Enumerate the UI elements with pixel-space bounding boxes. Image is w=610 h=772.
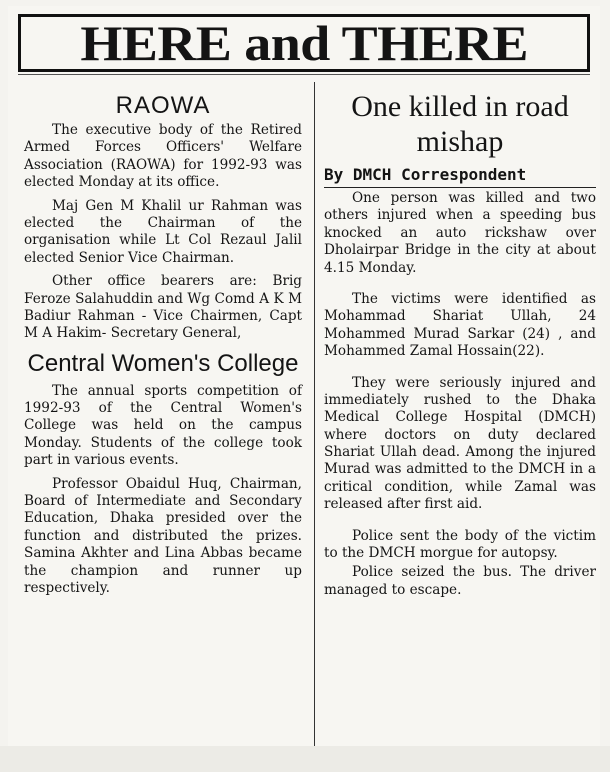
- raowa-paragraph-3: Other office bearers are: Brig Feroze Salahuddin and Wg Comd A K M Badiur Rahman - Vice Chairmen, Capt M A Hakim- Secretary General,: [24, 273, 302, 342]
- masthead-title: HERE and THERE: [80, 15, 528, 71]
- cwc-headline: Central Women's College: [27, 349, 299, 377]
- byline: By DMCH Correspondent: [324, 165, 596, 188]
- cwc-article: [24, 349, 302, 598]
- road-mishap-article: [324, 90, 596, 599]
- raowa-paragraph-1: The executive body of the Retired Armed Forces Officers' Welfare Association (RAOWA) for 1992-93 was elected Monday at its office.: [24, 122, 302, 191]
- mishap-paragraph-2: The victims were identified as Mohammad Shariat Ullah, 24 Mohammed Murad Sarkar (24) , and Mohammed Zamal Hossain(22).: [324, 290, 596, 360]
- cwc-paragraph-1: The annual sports competition of 1992-93 of the Central Women's College was held on the campus Monday. Students of the college took part in various events.: [24, 382, 302, 469]
- mishap-paragraph-5: Police seized the bus. The driver managed to escape.: [324, 564, 596, 598]
- left-column: [24, 86, 302, 603]
- road-mishap-headline: One killed in road mishap: [351, 90, 569, 158]
- newspaper-clipping: [8, 6, 600, 746]
- masthead-rule: [18, 74, 590, 75]
- mishap-paragraph-4: Police sent the body of the victim to the DMCH morgue for autopsy.: [324, 527, 596, 562]
- raowa-headline: RAOWA: [115, 92, 211, 119]
- raowa-paragraph-2: Maj Gen M Khalil ur Rahman was elected the Chairman of the organisation while Lt Col Rezaul Jalil elected Senior Vice Chairman.: [24, 197, 302, 266]
- raowa-article: [24, 92, 302, 343]
- scan-margin: [0, 746, 610, 772]
- mishap-paragraph-1: One person was killed and two others injured when a speeding bus knocked an auto rickshaw over Dholairpar Bridge in the city at about 4.15 Monday.: [324, 190, 596, 276]
- column-divider: [314, 82, 315, 752]
- cwc-paragraph-2: Professor Obaidul Huq, Chairman, Board of Intermediate and Secondary Education, Dhaka presided over the function and distributed the prizes. Samina Akhter and Lina Abbas became the champion and runner up respectively.: [24, 475, 302, 596]
- masthead-box: [18, 14, 590, 72]
- right-column: [324, 86, 596, 613]
- mishap-paragraph-3: They were seriously injured and immediately rushed to the Dhaka Medical College Hospital (DMCH) where doctors on duty declared Shariat Ullah dead. Among the injured Murad was admitted to the DMCH in a critical condition, while Zamal was released after first aid.: [324, 374, 596, 513]
